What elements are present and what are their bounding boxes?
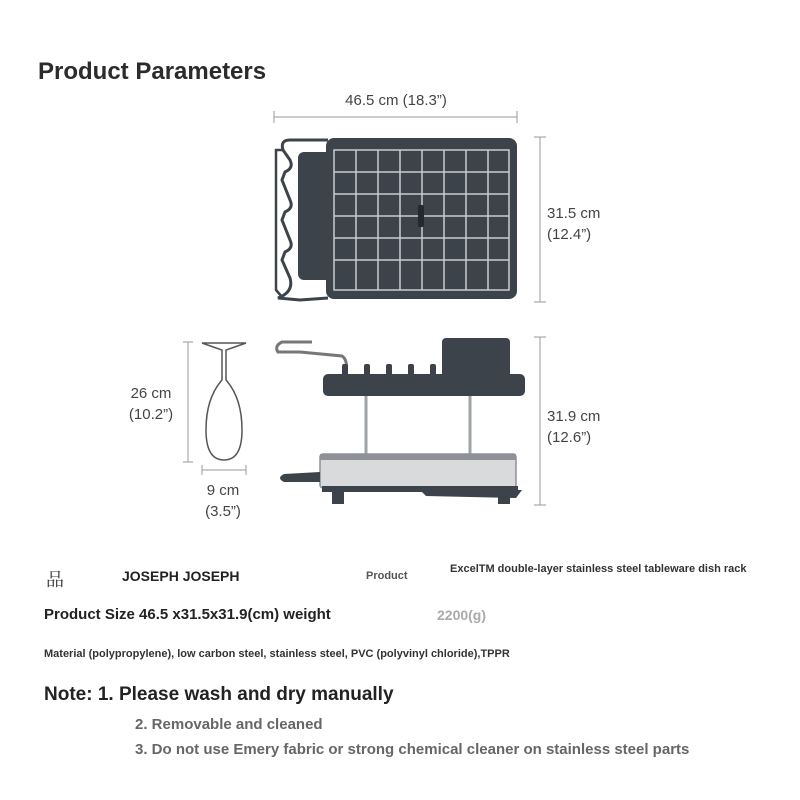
glass-height-in-label: (10.2”) bbox=[128, 406, 174, 423]
height-dimension-line bbox=[534, 337, 546, 505]
height-in-label: (12.6”) bbox=[547, 429, 592, 446]
page-title: Product Parameters bbox=[38, 58, 267, 85]
rack-top-view bbox=[276, 138, 517, 300]
product-name: ExcelTM double-layer stainless steel tableware dish rack bbox=[450, 563, 747, 575]
glass-width-in-label: (3.5”) bbox=[205, 503, 241, 520]
product-size: Product Size 46.5 x31.5x31.9(cm) weight bbox=[44, 606, 331, 623]
brand-icon: 品 bbox=[46, 570, 64, 590]
glass-height-dimension-line bbox=[183, 342, 193, 462]
product-label: Product bbox=[366, 570, 408, 582]
rack-side-view bbox=[277, 338, 525, 504]
glass-width-dimension-line bbox=[202, 465, 246, 475]
depth-cm-label: 31.5 cm bbox=[547, 205, 601, 222]
glass-height-cm-label: 26 cm bbox=[130, 385, 172, 402]
brand-name: JOSEPH JOSEPH bbox=[122, 568, 240, 584]
width-dimension-line bbox=[274, 111, 517, 123]
note-1: Note: 1. Please wash and dry manually bbox=[44, 684, 394, 705]
note-2: 2. Removable and cleaned bbox=[135, 716, 323, 733]
depth-dimension-line bbox=[534, 137, 546, 302]
weight-value: 2200(g) bbox=[437, 607, 487, 623]
upper-tray bbox=[323, 374, 525, 396]
note-3: 3. Do not use Emery fabric or strong chemical cleaner on stainless steel parts bbox=[135, 741, 690, 758]
glass-width-cm-label: 9 cm bbox=[206, 482, 240, 499]
wine-glass bbox=[202, 343, 246, 460]
height-cm-label: 31.9 cm bbox=[547, 408, 601, 425]
material-text: Material (polypropylene), low carbon steel, stainless steel, PVC (polyvinyl chloride),TPPR bbox=[44, 648, 510, 660]
width-label: 46.5 cm (18.3”) bbox=[345, 92, 447, 109]
depth-in-label: (12.4”) bbox=[547, 226, 592, 243]
